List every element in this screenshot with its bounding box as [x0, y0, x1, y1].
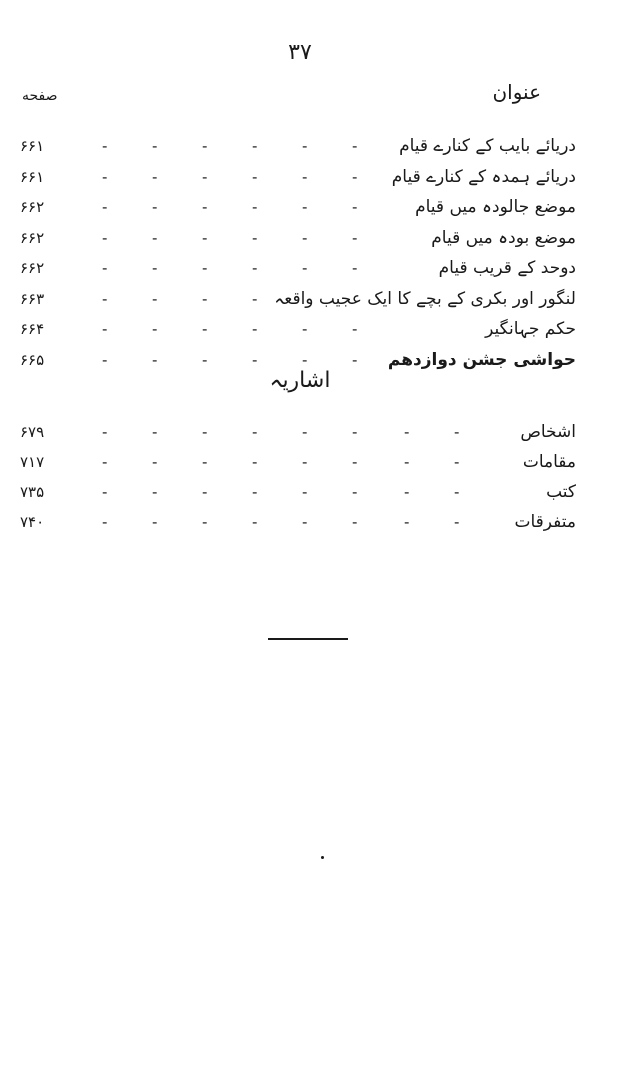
leader-dash: -	[302, 513, 308, 531]
contents-page-number: ۶۶۲	[20, 228, 45, 247]
leader-dash: -	[202, 167, 208, 186]
leader-dash: -	[102, 423, 108, 441]
leader-dash: -	[252, 483, 258, 501]
leader-dash: -	[252, 289, 258, 308]
leader-dash: -	[202, 259, 208, 277]
leader-dash: -	[202, 289, 208, 308]
leader-dash: -	[102, 513, 108, 531]
leader-dash: -	[404, 453, 410, 471]
leader-dash: -	[302, 320, 308, 338]
leader-dash: -	[404, 423, 410, 441]
leader-dash: -	[302, 167, 308, 186]
contents-page-number: ۶۶۲	[20, 259, 45, 277]
page-number: ۳۷	[288, 40, 312, 65]
leader-dash: -	[102, 167, 108, 186]
leader-dash: -	[202, 228, 208, 247]
leader-dash: -	[302, 198, 308, 216]
index-title: متفرقات	[514, 512, 576, 532]
leader-dash: -	[152, 228, 158, 247]
leader-dash: -	[252, 453, 258, 471]
contents-title: لنگور اور بکری کے بچے کا ایک عجیب واقعہ	[274, 288, 576, 309]
index-page-number: ۶۷۹	[20, 423, 45, 441]
leader-dash: -	[302, 137, 308, 155]
leader-dash: -	[352, 228, 358, 247]
leader-dash: -	[252, 137, 258, 155]
leader-dash: -	[454, 513, 460, 531]
index-row	[20, 508, 576, 536]
leader-dash: -	[252, 259, 258, 277]
leader-dash: -	[202, 137, 208, 155]
contents-row	[20, 224, 576, 252]
leader-dash: -	[152, 483, 158, 501]
page-column-header: صفحه	[22, 88, 58, 104]
index-title: کتب	[546, 482, 576, 502]
leader-dash: -	[152, 198, 158, 216]
leader-dash: -	[352, 513, 358, 531]
leader-dash: -	[102, 259, 108, 277]
index-row	[20, 478, 576, 506]
leader-dash: -	[102, 198, 108, 216]
index-title: مقامات	[522, 452, 576, 472]
contents-title: حکم جہانگیر	[485, 319, 576, 339]
index-title: اشخاص	[520, 422, 576, 442]
leader-dash: -	[302, 228, 308, 247]
leader-dash: -	[352, 259, 358, 277]
contents-row	[20, 285, 576, 313]
leader-dash: -	[152, 137, 158, 155]
index-page-number: ۷۴۰	[20, 513, 45, 531]
contents-title: موضع بودہ میں قیام	[431, 227, 576, 248]
contents-page-number: ۶۶۳	[20, 289, 45, 308]
contents-page-number: ۶۶۱	[20, 167, 45, 186]
contents-row	[20, 163, 576, 191]
leader-dash: -	[202, 423, 208, 441]
leader-dash: -	[454, 483, 460, 501]
leader-dash: -	[302, 350, 308, 369]
contents-title: دریائے ہمدہ کے کنارے قیام	[391, 166, 576, 187]
contents-title: موضع جالودہ میں قیام	[415, 197, 576, 217]
leader-dash: -	[302, 259, 308, 277]
leader-dash: -	[202, 513, 208, 531]
leader-dash: -	[102, 137, 108, 155]
contents-page-number: ۶۶۴	[20, 320, 45, 338]
leader-dash: -	[102, 350, 108, 369]
contents-page-number: ۶۶۱	[20, 137, 45, 155]
leader-dash: -	[102, 228, 108, 247]
leader-dash: -	[152, 423, 158, 441]
leader-dash: -	[252, 350, 258, 369]
leader-dash: -	[152, 320, 158, 338]
leader-dash: -	[352, 423, 358, 441]
leader-dash: -	[252, 198, 258, 216]
leader-dash: -	[352, 198, 358, 216]
leader-dash: -	[202, 453, 208, 471]
stray-dot	[321, 856, 324, 859]
leader-dash: -	[152, 350, 158, 369]
leader-dash: -	[252, 320, 258, 338]
contents-page-number: ۶۶۵	[20, 350, 45, 369]
leader-dash: -	[102, 289, 108, 308]
contents-row	[20, 193, 576, 221]
leader-dash: -	[102, 483, 108, 501]
leader-dash: -	[152, 453, 158, 471]
contents-row	[20, 254, 576, 282]
index-row	[20, 448, 576, 476]
leader-dash: -	[152, 513, 158, 531]
leader-dash: -	[352, 320, 358, 338]
contents-title: حواشی جشن دوازدھم	[387, 349, 576, 370]
leader-dash: -	[252, 513, 258, 531]
leader-dash: -	[352, 350, 358, 369]
leader-dash: -	[454, 453, 460, 471]
leader-dash: -	[202, 320, 208, 338]
leader-dash: -	[152, 289, 158, 308]
leader-dash: -	[102, 453, 108, 471]
leader-dash: -	[404, 513, 410, 531]
leader-dash: -	[352, 167, 358, 186]
leader-dash: -	[202, 198, 208, 216]
leader-dash: -	[202, 350, 208, 369]
index-heading: اشاریہ	[269, 368, 331, 393]
leader-dash: -	[352, 453, 358, 471]
leader-dash: -	[302, 483, 308, 501]
leader-dash: -	[352, 483, 358, 501]
leader-dash: -	[152, 259, 158, 277]
leader-dash: -	[454, 423, 460, 441]
title-column-header: عنوان	[492, 80, 541, 104]
index-page-number: ۷۱۷	[20, 453, 45, 471]
leader-dash: -	[102, 320, 108, 338]
leader-dash: -	[252, 167, 258, 186]
index-page-number: ۷۳۵	[20, 483, 45, 501]
leader-dash: -	[252, 228, 258, 247]
leader-dash: -	[302, 453, 308, 471]
leader-dash: -	[302, 423, 308, 441]
leader-dash: -	[152, 167, 158, 186]
index-row	[20, 418, 576, 446]
leader-dash: -	[252, 423, 258, 441]
closing-rule	[268, 638, 348, 640]
contents-row	[20, 132, 576, 160]
contents-page-number: ۶۶۲	[20, 198, 45, 216]
contents-title: دوحد کے قریب قیام	[438, 258, 576, 278]
leader-dash: -	[404, 483, 410, 501]
contents-row	[20, 315, 576, 343]
leader-dash: -	[202, 483, 208, 501]
contents-title: دریائے بایب کے کنارے قیام	[399, 136, 576, 156]
leader-dash: -	[352, 137, 358, 155]
